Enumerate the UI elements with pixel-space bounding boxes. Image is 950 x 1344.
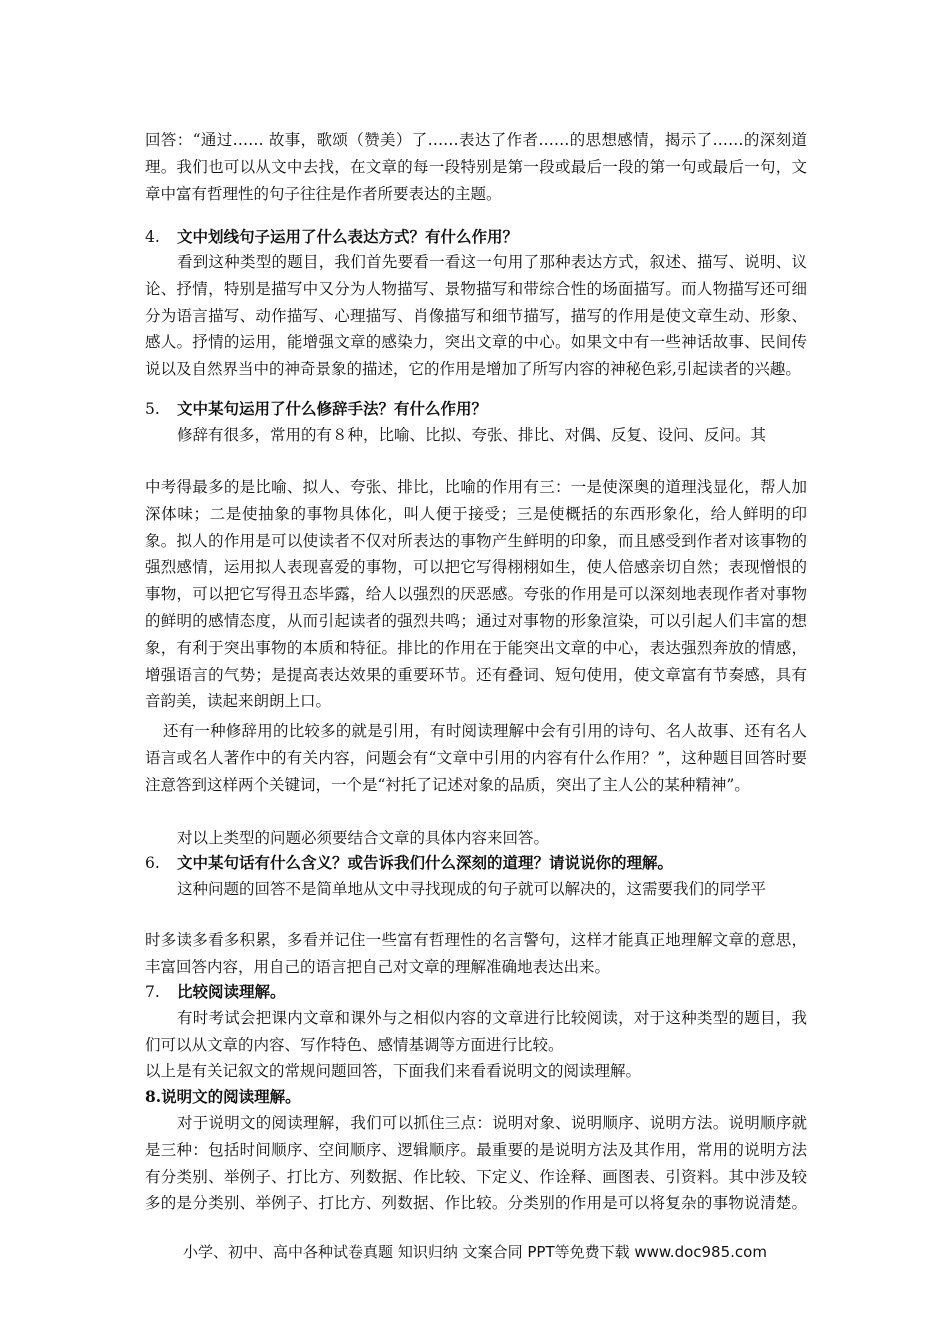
question-8-heading: 8.说明文的阅读理解。 xyxy=(145,1087,301,1106)
question-7-body-1: 有时考试会把课内文章和课外与之相似内容的文章进行比较阅读，对于这种类型的题目，我们可以从文章的内容、写作特色、感情基调等方面进行比较。 xyxy=(145,1009,807,1054)
question-8-body: 对于说明文的阅读理解，我们可以抓住三点：说明对象、说明顺序、说明方法。说明顺序就是三种：包括时间顺序、空间顺序、逻辑顺序。最重要的是说明方法及其作用，常用的说明方法有分类别、举例子、打比方、列数据、作比较、下定义、作诠释、画图表、引资料。其中涉及较多的是分类别、举例子、打比方、列数据、作比较。分类别的作用是可以将复杂的事物说清楚。 xyxy=(145,1114,807,1213)
question-4-title: 文中划线句子运用了什么表达方式？有什么作用？ xyxy=(177,227,519,246)
question-6-body-1: 这种问题的回答不是简单地从文中寻找现成的句子就可以解决的，这需要我们的同学平 xyxy=(177,880,767,898)
question-7-body-2: 以上是有关记叙文的常规问题回答，下面我们来看看说明文的阅读理解。 xyxy=(145,1062,642,1080)
question-4-heading xyxy=(145,224,518,250)
question-5-body-2: 中考得最多的是比喻、拟人、夸张、排比，比喻的作用有三：一是使深奥的道理浅显化，帮人加深体味；二是使抽象的事物具体化，叫人便于接受；三是使概括的东西形象化，给人鲜明的印象。拟人的作用是可以使读者不仅对所表达的事物产生鲜明的印象，而且感受到作者对该事物的强烈感情，运用拟人表现喜爱的事物，可以把它写得栩栩如生，使人倍感亲切自然；表现憎恨的事物，可以把它写得丑态毕露，给人以强烈的厌恶感。夸张的作用是可以深刻地表现作者对事物的鲜明的感情态度，从而引起读者的强烈共鸣；通过对事物的形象渲染，可以引起人们丰富的想象，有利于突出事物的本质和特征。排比的作用在于能突出文章的中心，表达强烈奔放的情感，增强语言的气势；是提高表达效果的重要环节。还有叠词、短句使用，使文章富有节奏感，具有音韵美，读起来朗朗上口。 xyxy=(145,478,807,711)
question-7-title: 比较阅读理解。 xyxy=(177,982,286,1001)
intro-paragraph: 回答：“通过…… 故事，歌颂（赞美）了……表达了作者……的思想感情，揭示了……的深刻道理。我们也可以从文中去找，在文章的每一段特别是第一段或最后一段的第一句或最后一句，文章中富有哲理性的句子往往是作者所要表达的主题。 xyxy=(145,131,807,203)
question-6-heading xyxy=(145,850,673,876)
question-5-title: 文中某句运用了什么修辞手法？有什么作用？ xyxy=(177,399,488,418)
question-5-number: 5. xyxy=(145,400,160,418)
question-4-body: 看到这种类型的题目，我们首先要看一看这一句用了那种表达方式，叙述、描写、说明、议论、抒情，特别是描写中又分为人物描写、景物描写和带综合性的场面描写。而人物描写还可细分为语言描写、动作描写、心理描写、肖像描写和细节描写，描写的作用是使文章生动、形象、感人。抒情的运用，能增强文章的感染力，突出文章的中心。如果文中有一些神话故事、民间传说以及自然界当中的神奇景象的描述，它的作用是增加了所写内容的神秘色彩,引起读者的兴趣。 xyxy=(145,253,807,379)
question-7-heading xyxy=(145,979,286,1005)
question-6-number: 6. xyxy=(145,854,160,872)
question-6-body-2: 时多读多看多积累，多看并记住一些富有哲理性的名言警句，这样才能真正地理解文章的意思，丰富回答内容，用自己的语言把自己对文章的理解准确地表达出来。 xyxy=(145,931,807,976)
question-7-number: 7. xyxy=(145,983,160,1001)
page-footer: 小学、初中、高中各种试卷真题 知识归纳 文案合同 PPT等免费下载 www.doc985.com xyxy=(183,1243,767,1261)
question-5-heading xyxy=(145,396,487,422)
question-4-number: 4. xyxy=(145,228,160,246)
question-5-body-4: 对以上类型的问题必须要结合文章的具体内容来回答。 xyxy=(177,829,550,847)
question-6-title: 文中某句话有什么含义？或告诉我们什么深刻的道理？请说说你的理解。 xyxy=(177,853,674,872)
question-5-body-3: 还有一种修辞用的比较多的就是引用，有时阅读理解中会有引用的诗句、名人故事、还有名人语言或名人著作中的有关内容，问题会有“文章中引用的内容有什么作用？”，这种题目回答时要注意答到这样两个关键词，一个是“衬托了记述对象的品质，突出了主人公的某种精神”。 xyxy=(145,722,807,794)
question-5-body-1: 修辞有很多，常用的有８种，比喻、比拟、夸张、排比、对偶、反复、设问、反问。其 xyxy=(177,426,767,444)
